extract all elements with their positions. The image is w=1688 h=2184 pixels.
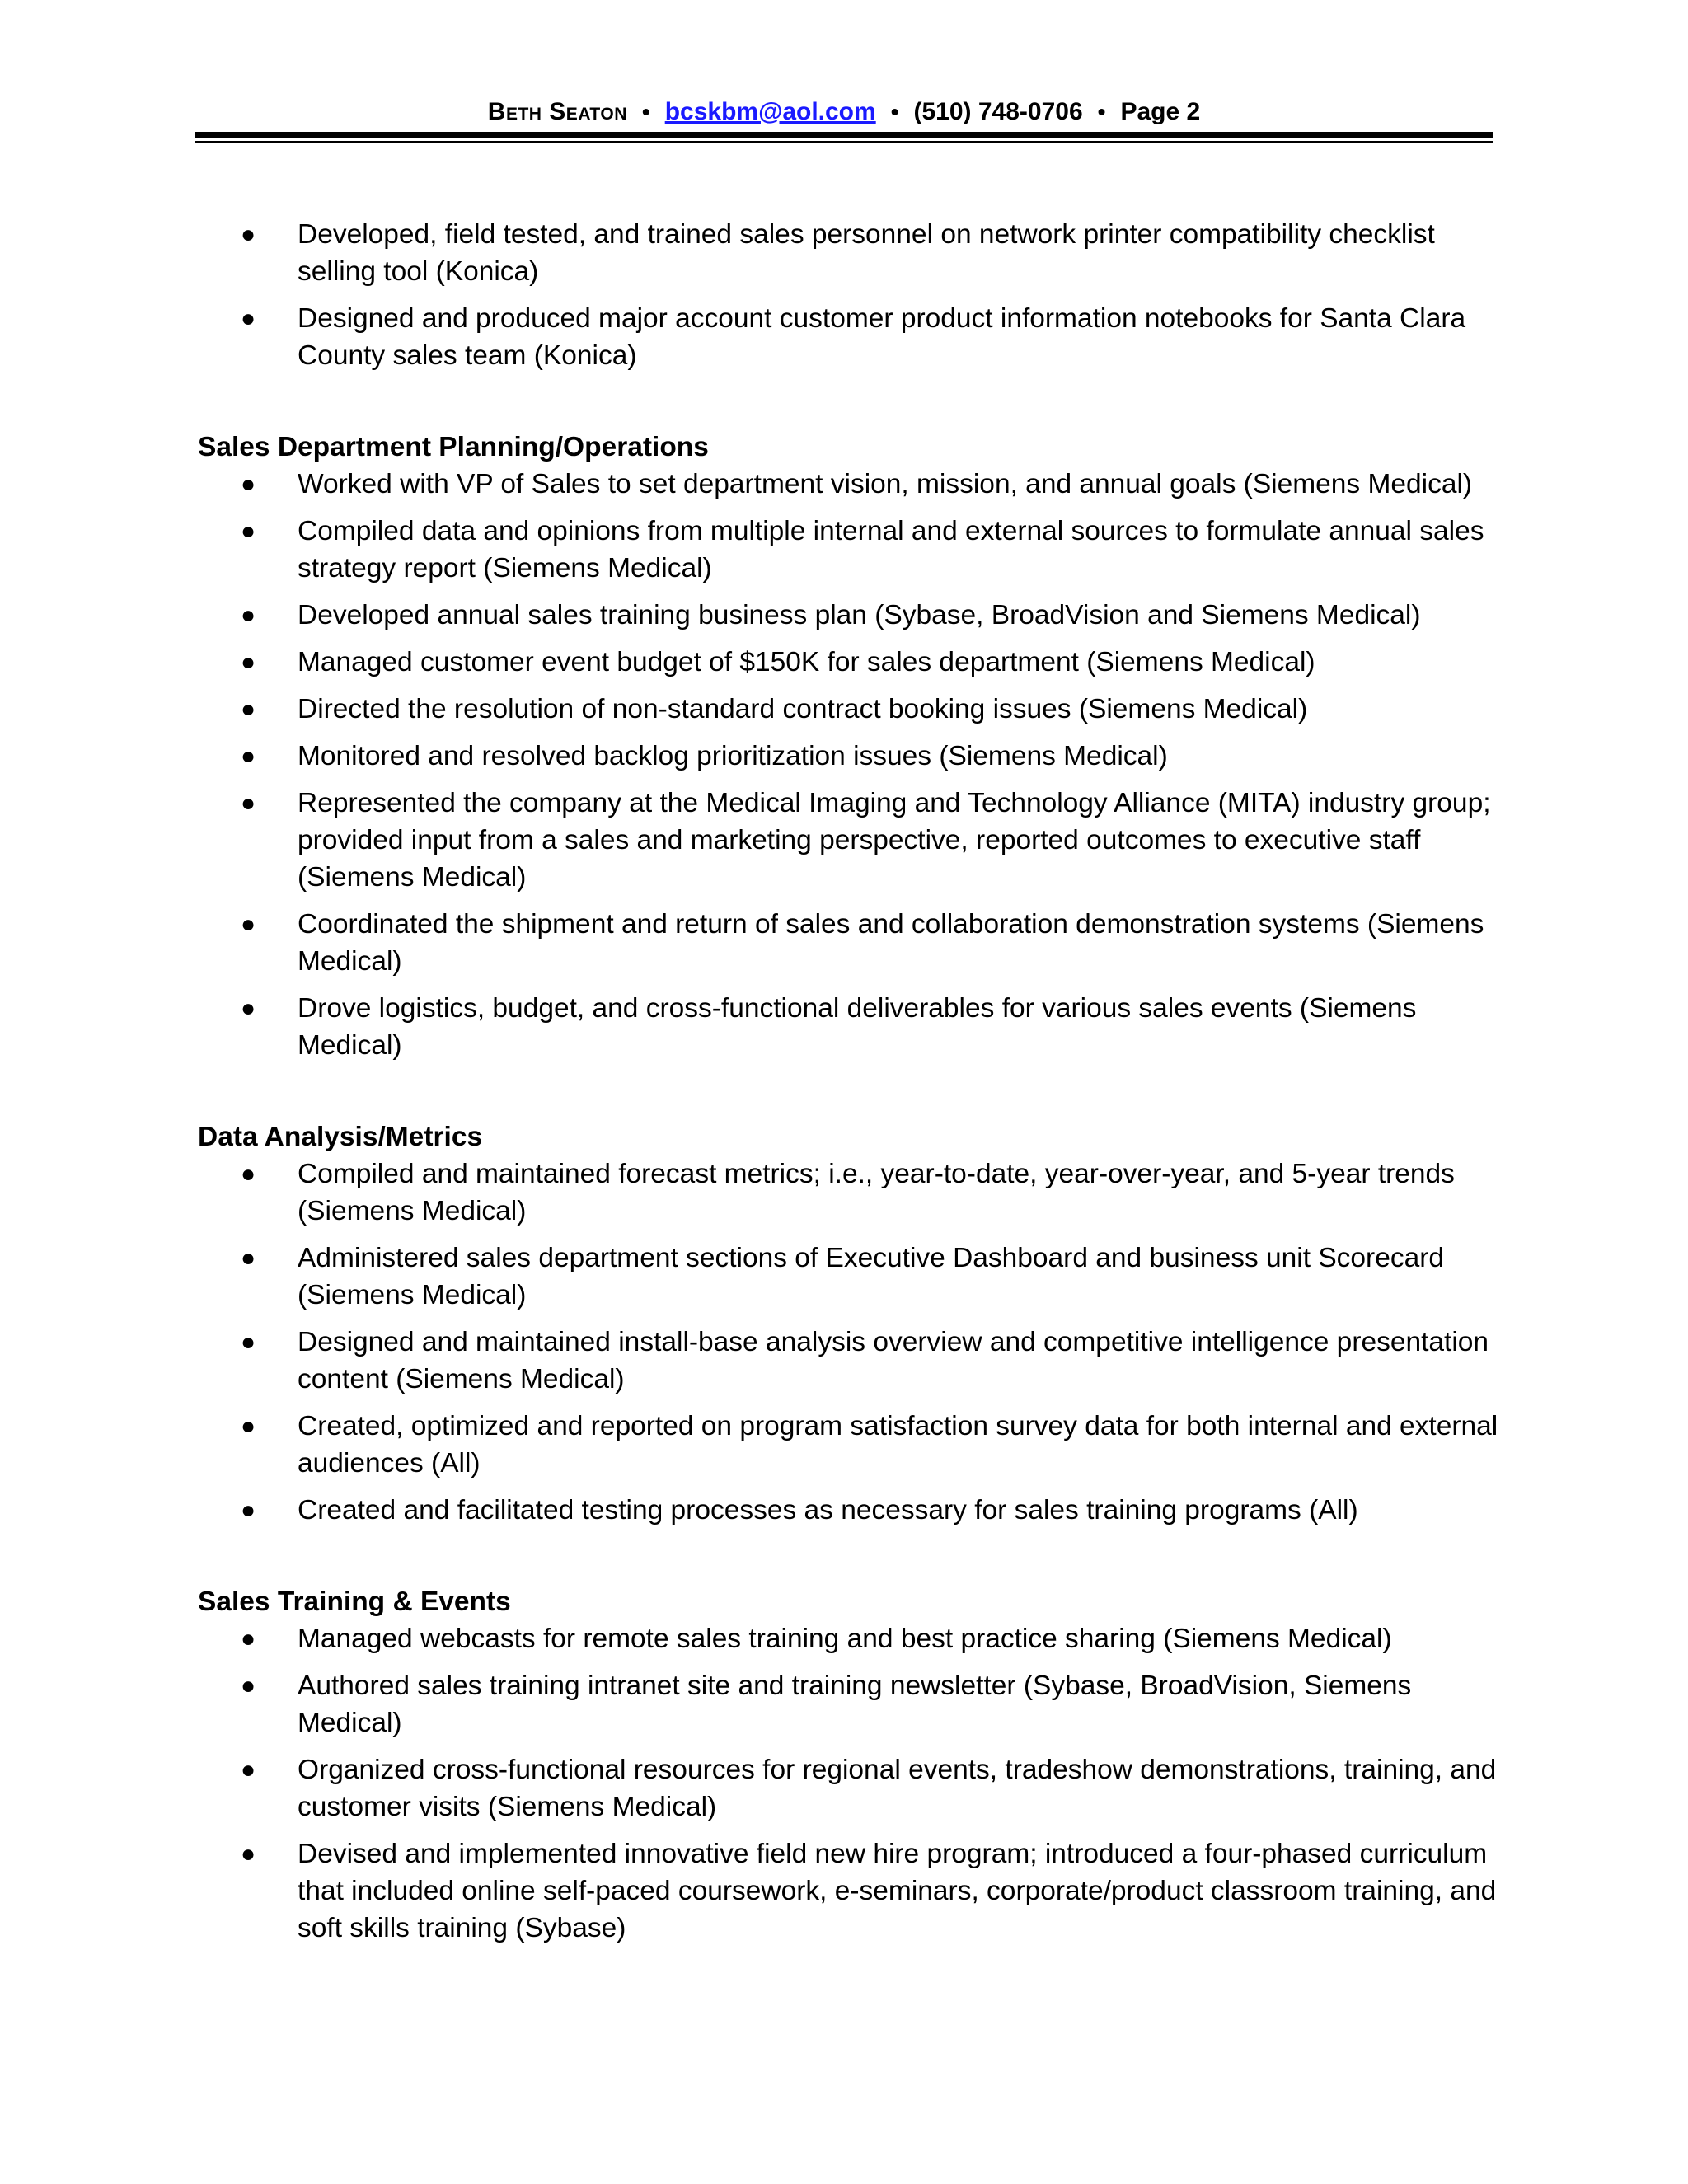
bullet-text: Designed and produced major account customer product information notebooks for Santa Clara County sales team (Konica): [298, 303, 1466, 371]
bullet-text: Directed the resolution of non-standard contract booking issues (Siemens Medical): [298, 694, 1308, 724]
bullet-icon: ●: [241, 790, 256, 817]
list-item: [198, 738, 1500, 775]
list-item: [198, 906, 1500, 980]
list-item: [198, 1155, 1500, 1230]
bullet-icon: ●: [241, 1413, 256, 1440]
header-rule-thick: [195, 132, 1493, 138]
list-item: [198, 644, 1500, 681]
bullet-text: Devised and implemented innovative field new hire program; introduced a four-phased curriculum that included online self-paced coursework, e-seminars, corporate/product classroom training, and soft skills training (Sybase): [298, 1839, 1497, 1943]
list-item: [198, 1408, 1500, 1482]
page-header: [0, 96, 1688, 129]
bullet-icon: ●: [241, 471, 256, 498]
bullet-text: Managed customer event budget of $150K for sales department (Siemens Medical): [298, 647, 1315, 677]
bullet-text: Created and facilitated testing processes as necessary for sales training programs (All): [298, 1495, 1358, 1526]
list-item: [198, 1492, 1500, 1529]
bullet-icon: ●: [241, 221, 256, 248]
data-analysis-bullet-list: [198, 1155, 1500, 1529]
bullet-icon: ●: [241, 1497, 256, 1524]
section-title-planning-operations: Sales Department Planning/Operations: [198, 432, 709, 462]
bullet-icon: ●: [241, 1672, 256, 1699]
bullet-icon: ●: [241, 743, 256, 770]
bullet-icon: ●: [241, 1160, 256, 1188]
list-item: [198, 513, 1500, 587]
list-item: [198, 1835, 1500, 1947]
header-separator: •: [890, 99, 899, 124]
list-item: [198, 1667, 1500, 1741]
list-item: [198, 1620, 1500, 1657]
list-item: [198, 1324, 1500, 1398]
bullet-text: Authored sales training intranet site and training newsletter (Sybase, BroadVision, Siemens Medical): [298, 1671, 1412, 1738]
header-email-link[interactable]: bcskbm@aol.com: [664, 98, 876, 125]
section-spacer: [198, 1074, 1500, 1118]
bullet-text: Organized cross-functional resources for regional events, tradeshow demonstrations, training, and customer visits (Siemens Medical): [298, 1755, 1497, 1822]
list-item: [198, 990, 1500, 1064]
header-rule-thin: [195, 141, 1493, 143]
bullet-icon: ●: [241, 518, 256, 545]
section-spacer: [198, 384, 1500, 429]
bullet-icon: ●: [241, 995, 256, 1022]
section-title-data-analysis: Data Analysis/Metrics: [198, 1122, 483, 1152]
bullet-icon: ●: [241, 911, 256, 938]
bullet-icon: ●: [241, 1329, 256, 1356]
planning-operations-bullet-list: [198, 466, 1500, 1064]
bullet-text: Compiled data and opinions from multiple internal and external sources to formulate annual sales strategy report (Siemens Medical): [298, 516, 1484, 583]
bullet-icon: ●: [241, 1625, 256, 1652]
bullet-text: Drove logistics, budget, and cross-functional deliverables for various sales events (Siemens Medical): [298, 993, 1417, 1061]
bullet-icon: ●: [241, 649, 256, 676]
bullet-text: Administered sales department sections of Executive Dashboard and business unit Scorecard (Siemens Medical): [298, 1243, 1445, 1310]
bullet-text: Represented the company at the Medical Imaging and Technology Alliance (MITA) industry group; provided input from a sales and marketing perspective, reported outcomes to executive staff (Siemens Medical): [298, 788, 1491, 893]
header-page-number: Page 2: [1120, 98, 1201, 125]
bullet-icon: ●: [241, 1244, 256, 1272]
header-separator: •: [641, 99, 650, 124]
section-title-training-events: Sales Training & Events: [198, 1586, 511, 1617]
resume-content: [198, 216, 1500, 1957]
bullet-icon: ●: [241, 602, 256, 629]
intro-bullet-list: [198, 216, 1500, 374]
bullet-text: Monitored and resolved backlog prioritization issues (Siemens Medical): [298, 741, 1168, 771]
list-item: [198, 1751, 1500, 1825]
training-events-bullet-list: [198, 1620, 1500, 1947]
list-item: [198, 216, 1500, 290]
list-item: [198, 300, 1500, 374]
list-item: [198, 691, 1500, 728]
bullet-icon: ●: [241, 1840, 256, 1868]
header-phone: (510) 748-0706: [913, 98, 1083, 125]
bullet-text: Coordinated the shipment and return of sales and collaboration demonstration systems (Siemens Medical): [298, 909, 1484, 977]
bullet-text: Developed annual sales training business plan (Sybase, BroadVision and Siemens Medical): [298, 600, 1421, 630]
bullet-text: Compiled and maintained forecast metrics; i.e., year-to-date, year-over-year, and 5-year trends (Siemens Medical): [298, 1159, 1455, 1226]
bullet-text: Designed and maintained install-base analysis overview and competitive intelligence presentation content (Siemens Medical): [298, 1327, 1489, 1394]
bullet-icon: ●: [241, 1756, 256, 1783]
list-item: [198, 466, 1500, 503]
section-spacer: [198, 1539, 1500, 1583]
header-name: Beth Seaton: [487, 98, 627, 125]
list-item: [198, 597, 1500, 634]
bullet-icon: ●: [241, 305, 256, 332]
header-separator: •: [1097, 99, 1106, 124]
list-item: [198, 785, 1500, 896]
bullet-text: Managed webcasts for remote sales training and best practice sharing (Siemens Medical): [298, 1624, 1392, 1654]
list-item: [198, 1240, 1500, 1314]
bullet-icon: ●: [241, 696, 256, 723]
bullet-text: Created, optimized and reported on program satisfaction survey data for both internal and external audiences (All): [298, 1411, 1498, 1479]
bullet-text: Developed, field tested, and trained sales personnel on network printer compatibility checklist selling tool (Konica): [298, 219, 1435, 287]
bullet-text: Worked with VP of Sales to set department vision, mission, and annual goals (Siemens Medical): [298, 469, 1473, 499]
